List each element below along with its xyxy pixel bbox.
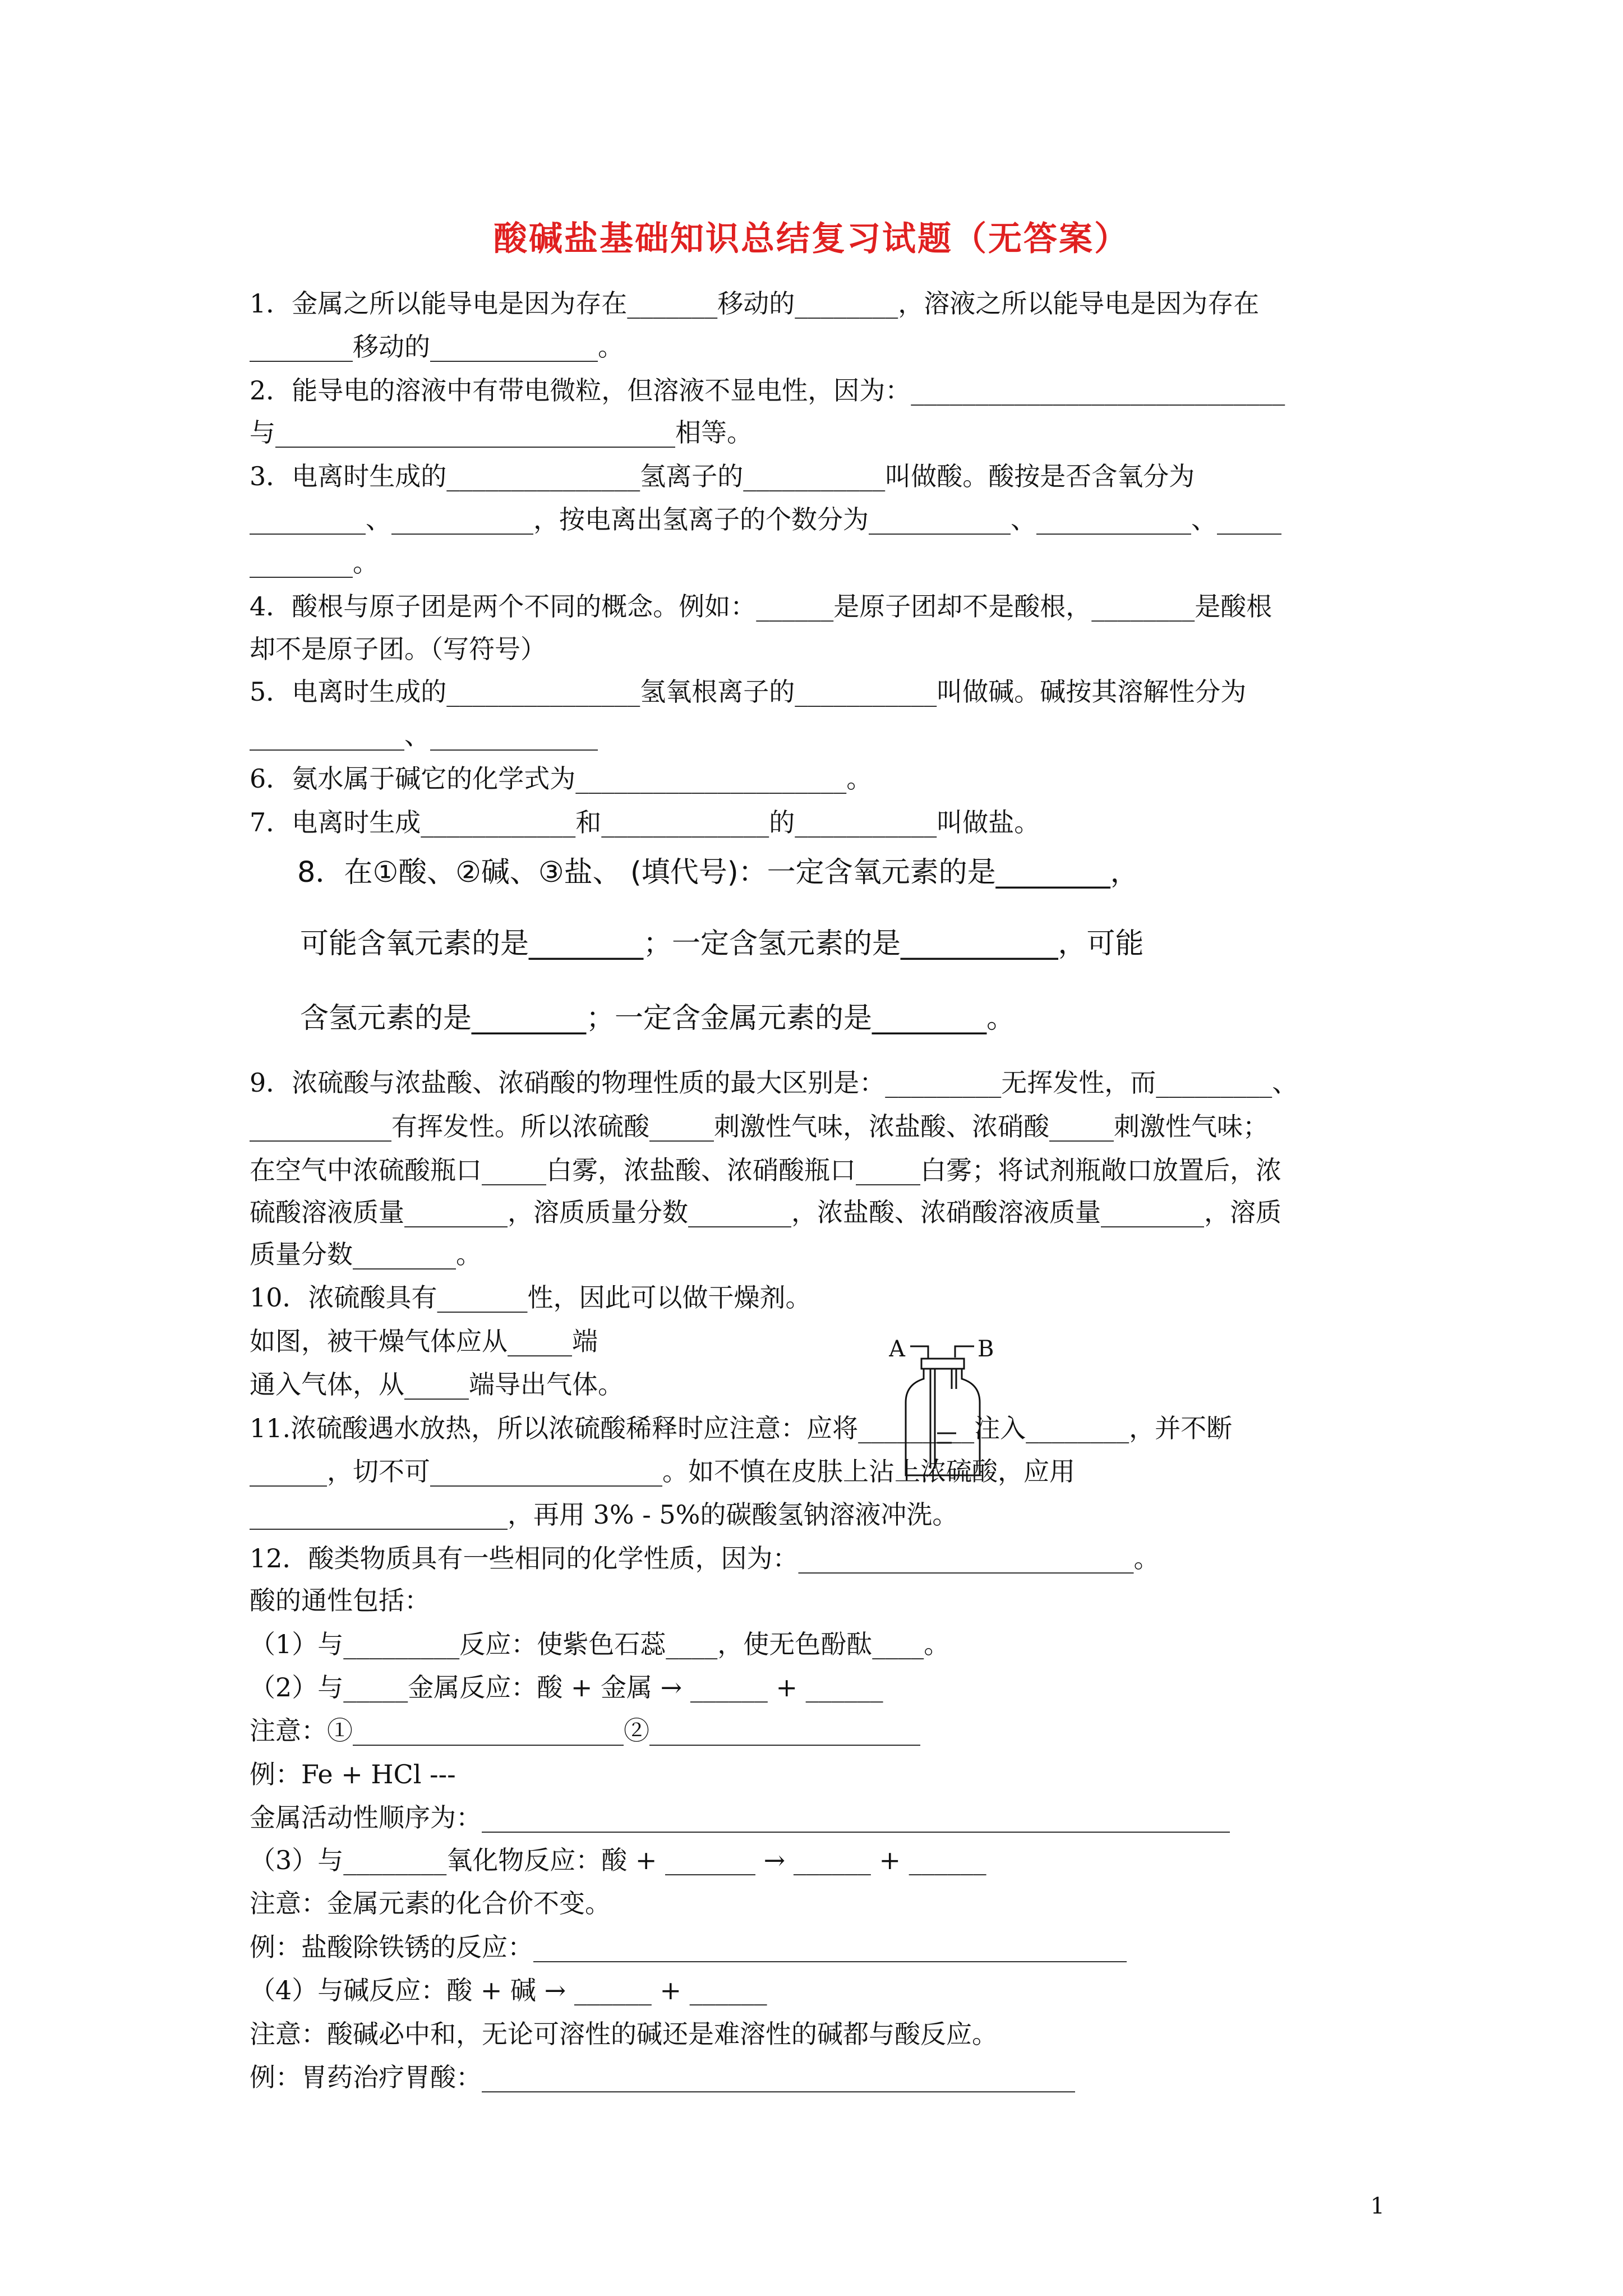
text-line: 注意：金属元素的化合价不变。 [250, 1888, 611, 1918]
diagram-label-a: A [889, 1336, 905, 1362]
text-line: 质量分数________。 [250, 1239, 482, 1269]
text-line: （4）与碱反应：酸 + 碱 → ______ + ______ [250, 1975, 767, 2005]
text-line: 6．氨水属于碱它的化学式为_____________________。 [250, 763, 873, 794]
text-line: 金属活动性顺序为：__________________________________________________________ [250, 1802, 1230, 1833]
text-line: 在空气中浓硫酸瓶口_____白雾，浓盐酸、浓硝酸瓶口_____白雾；将试剂瓶敞口放置后，浓 [250, 1155, 1281, 1185]
text-line: ___________有挥发性。所以浓硫酸_____刺激性气味，浓盐酸、浓硝酸_____刺激性气味； [250, 1111, 1269, 1142]
text-line: 通入气体，从_____端导出气体。 [250, 1369, 624, 1400]
gas-washing-bottle-diagram [889, 1335, 1001, 1481]
text-line: 例：胃药治疗胃酸：______________________________________________ [250, 2062, 1075, 2092]
question-8-line: 可能含氧元素的是________；一定含氢元素的是___________，可能 [300, 927, 1144, 960]
text-line: ________。 [250, 547, 379, 578]
text-line: 酸的通性包括： [250, 1585, 430, 1616]
text-line: 与_______________________________相等。 [250, 417, 753, 448]
text-line: （1）与_________反应：使紫色石蕊____，使无色酚酞____。 [250, 1629, 950, 1659]
text-line: 例：Fe + HCl --- [250, 1759, 456, 1789]
text-line: （2）与_____金属反应：酸 + 金属 → ______ + ______ [250, 1672, 883, 1703]
question-8-line: 8．在①酸、②碱、③盐、 (填代号)：一定含氧元素的是________， [297, 856, 1139, 889]
text-line: 5．电离时生成的_______________氢氧根离子的___________叫做碱。碱按其溶解性分为 [250, 677, 1247, 707]
text-line: 9．浓硫酸与浓盐酸、浓硝酸的物理性质的最大区别是：_________无挥发性，而_________、 [250, 1068, 1298, 1098]
text-line: 3．电离时生成的_______________氢离子的___________叫做酸。酸按是否含氧分为 [250, 461, 1195, 491]
text-line: （3）与________氧化物反应：酸 + _______ → ______ + ______ [250, 1845, 986, 1875]
text-line: 如图，被干燥气体应从_____端 [250, 1326, 598, 1356]
diagram-label-b: B [978, 1336, 994, 1362]
text-line: ________移动的_____________。 [250, 332, 624, 362]
text-line: 例：盐酸除铁锈的反应：______________________________________________ [250, 1932, 1127, 1962]
text-line: ____________________，再用 3% - 5%的碳酸氢钠溶液冲洗。 [250, 1499, 958, 1530]
text-line: 4．酸根与原子团是两个不同的概念。例如：______是原子团却不是酸根，________是酸根 [250, 591, 1272, 622]
text-line: 注意：①_____________________②_____________________ [250, 1715, 920, 1746]
text-line: 2．能导电的溶液中有带电微粒，但溶液不显电性，因为：_____________________________ [250, 375, 1285, 406]
page-number: 1 [1370, 2193, 1385, 2219]
text-line: 却不是原子团。（写符号） [250, 634, 546, 664]
text-line: 注意：酸碱必中和，无论可溶性的碱还是难溶性的碱都与酸反应。 [250, 2019, 998, 2049]
text-line: 12．酸类物质具有一些相同的化学性质，因为：__________________________。 [250, 1543, 1160, 1573]
text-line: 11.浓硫酸遇水放热，所以浓硫酸稀释时应注意：应将_________注入________，并不断 [250, 1413, 1233, 1443]
text-line: ______，切不可__________________。如不慎在皮肤上沾上浓硫酸，应用 [250, 1456, 1075, 1487]
text-line: 7．电离时生成____________和_____________的___________叫做盐。 [250, 807, 1040, 838]
text-line: 10．浓硫酸具有_______性，因此可以做干燥剂。 [250, 1282, 811, 1313]
text-line: ____________、_____________ [250, 720, 598, 751]
question-8-line: 含氢元素的是________；一定含金属元素的是________。 [300, 1002, 1016, 1035]
text-line: 硫酸溶液质量________，溶质质量分数________，浓盐酸、浓硝酸溶液质量________，溶质 [250, 1197, 1281, 1227]
text-line: 1．金属之所以能导电是因为存在_______移动的________，溶液之所以能导电是因为存在 [250, 288, 1260, 319]
text-line: _________、___________，按电离出氢离子的个数分为___________、____________、_____ [250, 504, 1281, 535]
document-title: 酸碱盐基础知识总结复习试题（无答案） [494, 219, 1129, 259]
